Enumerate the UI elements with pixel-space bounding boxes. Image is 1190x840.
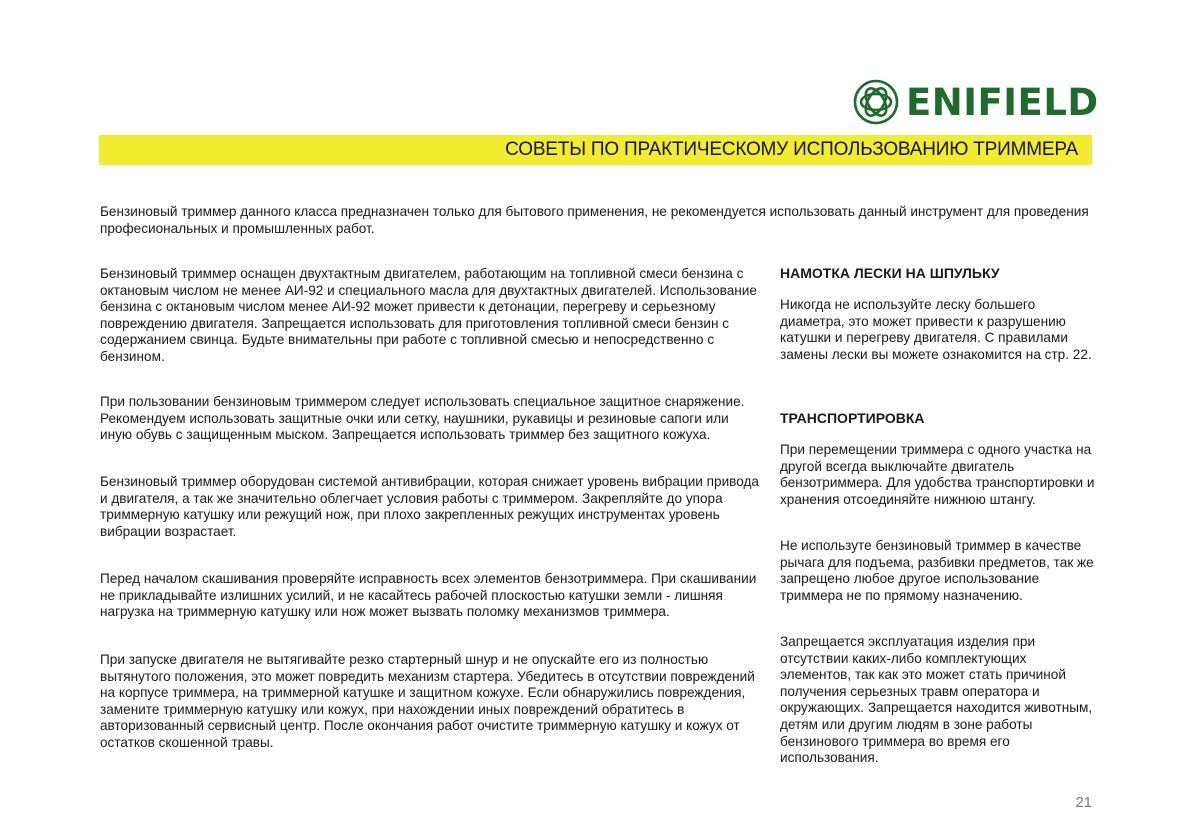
- page-number: 21: [1075, 794, 1092, 811]
- right-paragraph-line: Никогда не используйте леску большего диаметра, это может привести к разрушению катушки и перегреву двигателя. С правилами замены лески вы можете ознакомится на стр. 22.: [780, 297, 1092, 362]
- left-paragraph-fuel: Бензиновый триммер оснащен двухтактным двигателем, работающим на топливной смеси бензина с октановым числом не менее АИ-92 и специального масла для двухтактных двигателей. Использование бензина с октановым числом менее АИ-92 может привести к детонации, перегреву и серьезному повреждению двигателя. Запрещается использовать для приготовления топливной смеси бензин с содержанием свинца. Будьте внимательны при работе с топливной смесью и непосредственно с бензином.: [100, 266, 757, 364]
- title-banner: [99, 135, 1092, 165]
- right-paragraph-prohibition: Запрещается эксплуатация изделия при отсутствии каких-либо комплектующих элементов, так как это может стать причиной получения серьезных травм оператора и окружающих. Запрещается находится животным, детям или другим людям в зоне работы бензинового триммера во время его использования.: [780, 634, 1093, 766]
- intro-paragraph: Бензиновый триммер данного класса предназначен только для бытового применения, не рекомендуется использовать данный инструмент для проведения професиональных и промышленных работ.: [100, 204, 1089, 236]
- left-paragraph-protection: При пользовании бензиновым триммером следует использовать специальное защитное снаряжение. Рекомендуем использовать защитные очки или сетку, наушники, рукавицы и резиновые сапоги или иную обувь с защищенным мыском. Запрещается использовать триммер без защитного кожуха.: [100, 394, 745, 443]
- brand-logo: [852, 78, 1099, 126]
- section-heading-transport: ТРАНСПОРТИРОВКА: [780, 410, 925, 426]
- page-title: СОВЕТЫ ПО ПРАКТИЧЕСКОМУ ИСПОЛЬЗОВАНИЮ ТРИММЕРА: [505, 139, 1078, 160]
- enifield-emblem-icon: [852, 78, 900, 126]
- section-heading-line-winding: НАМОТКА ЛЕСКИ НА ШПУЛЬКУ: [780, 265, 1000, 281]
- brand-name: ENIFIELD: [906, 80, 1099, 124]
- right-paragraph-misuse: Не используте бензиновый триммер в качестве рычага для подъема, разбивки предметов, так же запрещено любое другое использование триммера не по прямому назначению.: [780, 538, 1094, 603]
- left-paragraph-antivibration: Бензиновый триммер оборудован системой антивибрации, которая снижает уровень вибрации привода и двигателя, а так же значительно облегчает условия работы с триммером. Закрепляйте до упора триммерную катушку или режущий нож, при плохо закрепленных режущих инструментах уровень вибрации возрастает.: [100, 474, 759, 539]
- right-paragraph-transport: При перемещении триммера с одного участка на другой всегда выключайте двигатель бензотриммера. Для удобства транспортировки и хранения отсоединяйте нижнюю штангу.: [780, 442, 1095, 507]
- left-paragraph-mowing: Перед началом скашивания проверяйте исправность всех элементов бензотриммера. При скашивании не прикладывайте излишних усилий, и не касайтесь рабочей плоскостью катушки земли - лишняя нагрузка на триммерную катушку или нож может вызвать поломку механизмов триммера.: [100, 571, 757, 620]
- left-paragraph-starting: При запуске двигателя не вытягивайте резко стартерный шнур и не опускайте его из полностью вытянутого положения, это может повредить механизм стартера. Убедитесь в отсутствии повреждений на корпусе триммера, на триммерной катушке и защитном кожухе. Если обнаружились повреждения, замените триммерную катушку или кожух, при нахождении иных повреждений обратитесь в авторизованный сервисный центр. После окончания работ очистите триммерную катушку и кожух от остатков скошенной травы.: [100, 652, 755, 750]
